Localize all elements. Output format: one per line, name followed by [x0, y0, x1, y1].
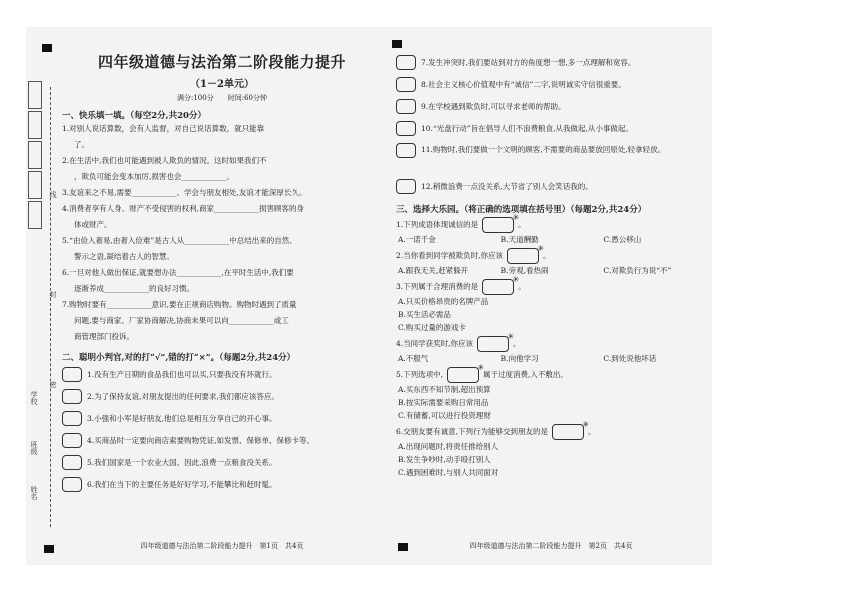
question-stem: 5.下列选项中, — [396, 370, 444, 379]
answer-bracket[interactable] — [62, 367, 82, 382]
choice-question — [396, 275, 706, 334]
choice-question — [396, 213, 706, 246]
answer-bracket[interactable] — [62, 433, 82, 448]
choice-option: C.遇到困难时,与别人共同面对 — [398, 468, 499, 477]
question-tail: 。 — [543, 251, 551, 260]
section-two-heading: 二、聪明小判官,对的打“√”,错的打“×”。（每题2分,共24分） — [62, 353, 296, 363]
binding-box — [28, 141, 42, 169]
fill-question — [62, 233, 382, 265]
choice-option: C.到处说他坏话 — [603, 354, 657, 363]
question-line: 3.友谊来之不易,需要____________、学会与朋友相处,友谊才能深厚长久。 — [62, 188, 307, 197]
true-false-item — [62, 429, 382, 451]
choice-option: A.只买价格昂贵的名牌产品 — [398, 297, 489, 306]
answer-bracket[interactable] — [396, 99, 416, 114]
section-three-heading: 三、选择大乐园。（将正确的选项填在括号里）（每题2分,共24分） — [396, 205, 647, 215]
true-false-list-continued — [396, 51, 706, 197]
choice-option: A.不服气 — [398, 354, 429, 363]
exam-sheet — [26, 27, 712, 565]
answer-box[interactable]: ✳ — [477, 336, 509, 352]
question-stem: 4.当同学获奖时,你应该 — [396, 339, 474, 348]
true-false-text: 5.我们国家是一个农业大国。因此,浪费一点粮食没关系。 — [87, 457, 277, 467]
choice-question — [396, 363, 706, 422]
true-false-item — [62, 385, 382, 407]
true-false-text: 9.在学校遇到欺负时,可以寻求老师的帮助。 — [421, 101, 566, 111]
choice-option: B.天道酬勤 — [500, 235, 539, 244]
fill-question — [62, 185, 382, 201]
question-line: 问题,要与商家、厂家协商解决,协商未果可以向____________或工 — [74, 316, 289, 325]
binding-label-name: 姓名 — [30, 486, 38, 500]
true-false-text: 8.社会主义核心价值观中有“诚信”二字,说明诚实守信很重要。 — [421, 79, 626, 89]
choice-option: B.发生争吵时,动手殴打别人 — [398, 455, 491, 464]
true-false-item — [62, 451, 382, 473]
choice-option: B.旁观,看热闹 — [500, 266, 549, 275]
true-false-item — [62, 407, 382, 429]
fill-blank-list — [62, 121, 382, 345]
multiple-choice-list — [396, 213, 706, 479]
page-footer: 四年级道德与法治第二阶段能力提升 第2页 共4页 — [469, 542, 633, 550]
true-false-item — [396, 51, 706, 73]
true-false-text: 12.稍微浪费一点没关系,大节省了别人会笑话我的。 — [421, 181, 593, 191]
true-false-item — [396, 117, 706, 139]
choice-option: B.买生活必需品 — [398, 310, 451, 319]
registration-mark — [44, 545, 54, 553]
question-stem: 6.交朋友要有诚意,下列行为能够交到朋友的是 — [396, 427, 549, 436]
binding-label-feng: 封 — [49, 291, 57, 298]
answer-bracket[interactable] — [396, 55, 416, 70]
question-stem: 1.下列成语体现诚信的是 — [396, 220, 479, 229]
question-tail: 。 — [518, 282, 526, 291]
question-line: 2.在生活中,我们也可能遇到被人欺负的情况。这时如果我们不 — [62, 156, 267, 165]
choice-question — [396, 332, 706, 365]
choice-option: C.购买过量的游戏卡 — [398, 323, 466, 332]
binding-box — [28, 201, 42, 229]
question-line: 商管理部门投诉。 — [74, 332, 134, 341]
question-line: 5.“由俭入奢易,由奢入俭难”是古人从____________中总结出来的自然、 — [62, 236, 297, 245]
true-false-item — [62, 473, 382, 495]
question-line: 体或财产。 — [74, 220, 112, 229]
question-line: 1.对别人说话算数，会有人监督，对自己说话算数，就只能靠 — [62, 124, 265, 133]
answer-box[interactable]: ✳ — [507, 248, 539, 264]
binding-box — [28, 81, 42, 109]
choice-option: B.向他学习 — [500, 354, 539, 363]
question-tail: 属于过度消费,入不敷出。 — [483, 370, 568, 379]
answer-box[interactable]: ✳ — [482, 217, 514, 233]
true-false-list — [62, 363, 382, 495]
answer-bracket[interactable] — [62, 455, 82, 470]
question-line: 7.购物时要有____________意识,要在正规商店购物。购物时遇到了质量 — [62, 300, 297, 309]
answer-bracket[interactable] — [396, 179, 416, 194]
answer-bracket[interactable] — [62, 411, 82, 426]
true-false-text: 11.购物时,我们要做一个文明的顾客,不需要的商品要放回原处,轻拿轻放。 — [421, 145, 666, 154]
page-two — [396, 27, 706, 565]
question-stem: 3.下列属于合理消费的是 — [396, 282, 479, 291]
answer-bracket[interactable] — [62, 477, 82, 492]
fill-question — [62, 201, 382, 233]
answer-bracket[interactable] — [62, 389, 82, 404]
true-false-text: 10.“光盘行动”旨在倡导人们不浪费粮食,从我做起,从小事做起。 — [421, 123, 633, 133]
answer-box[interactable]: ✳ — [482, 279, 514, 295]
binding-dashed-line — [50, 87, 51, 527]
choice-option: A.跟我无关,赶紧躲开 — [398, 266, 469, 275]
true-false-text: 6.我们在当下的主要任务是好好学习,不能攀比和赶时髦。 — [87, 479, 277, 489]
exam-subtitle: （1－2单元） — [190, 79, 254, 90]
choice-option: C.愚公移山 — [603, 235, 642, 244]
binding-box — [28, 111, 42, 139]
true-false-text: 3.小强和小军是好朋友,他们总是相互分享自己的开心事。 — [87, 413, 277, 423]
fill-question — [62, 265, 382, 297]
binding-label-mi: 密 — [49, 381, 57, 388]
exam-title: 四年级道德与法治第二阶段能力提升 — [97, 53, 346, 71]
fill-question — [62, 153, 382, 185]
exam-info: 满分:100分 时间:60分钟 — [177, 94, 267, 102]
registration-mark — [42, 44, 52, 52]
question-line: 警示之语,凝结着古人的智慧。 — [74, 252, 174, 261]
binding-label-school: 学校 — [30, 391, 38, 405]
answer-box[interactable]: ✳ — [447, 367, 479, 383]
true-false-text: 4.买商品时一定要向商店索要购物凭证,如发票、保修单、保修卡等。 — [87, 435, 315, 445]
page-footer: 四年级道德与法治第二阶段能力提升 第1页 共4页 — [140, 542, 304, 550]
true-false-item — [396, 95, 706, 117]
true-false-item — [396, 73, 706, 95]
question-stem: 2.当你看到同学被欺负时,你应该 — [396, 251, 504, 260]
true-false-text: 2.为了保持友谊,对朋友提出的任何要求,我们都应该答应。 — [87, 391, 279, 401]
question-line: 了。 — [74, 140, 89, 149]
true-false-text: 7.发生冲突时,我们要站到对方的角度想一想,多一点理解和宽容。 — [421, 57, 636, 67]
binding-margin — [28, 81, 57, 531]
choice-option: A.买东西不知节制,超出预算 — [398, 385, 491, 394]
question-tail: 。 — [513, 339, 521, 348]
choice-option: A.出现问题时,将责任推给别人 — [398, 442, 499, 451]
question-tail: 。 — [518, 220, 526, 229]
binding-box — [28, 171, 42, 199]
page-one — [62, 27, 382, 565]
choice-option: C.有储蓄,可以进行投资理财 — [398, 411, 491, 420]
answer-bracket[interactable] — [396, 121, 416, 136]
question-line: 4.消费者享有人身、财产不受侵害的权利,商家____________损害顾客的身 — [62, 204, 305, 213]
answer-box[interactable]: ✳ — [552, 424, 584, 440]
answer-bracket[interactable] — [396, 143, 416, 158]
fill-question — [62, 121, 382, 153]
choice-option: A.一诺千金 — [398, 235, 436, 244]
choice-question — [396, 420, 706, 479]
question-line: 6.一旦对他人做出保证,就要想办法____________,在平时生活中,我们要 — [62, 268, 294, 277]
question-line: 逐渐养成____________的良好习惯。 — [74, 284, 194, 293]
true-false-item — [62, 363, 382, 385]
true-false-item — [396, 175, 706, 197]
true-false-text: 1.没有生产日期的食品我们也可以买,只要我没有坏就行。 — [87, 369, 277, 379]
choice-option: C.对欺负行为说“不” — [603, 266, 672, 275]
fill-question — [62, 297, 382, 345]
answer-bracket[interactable] — [396, 77, 416, 92]
binding-label-xian: 线 — [49, 191, 57, 198]
question-line: ，欺负可能会变本加厉,损害也会____________。 — [74, 172, 234, 181]
question-tail: 。 — [588, 427, 596, 436]
section-one-heading: 一、快乐填一填。（每空2分,共20分） — [62, 111, 206, 121]
binding-label-class: 班级 — [30, 441, 38, 455]
choice-option: B.按实际需要采购日常用品 — [398, 398, 489, 407]
choice-question — [396, 244, 706, 277]
true-false-item — [396, 139, 706, 175]
